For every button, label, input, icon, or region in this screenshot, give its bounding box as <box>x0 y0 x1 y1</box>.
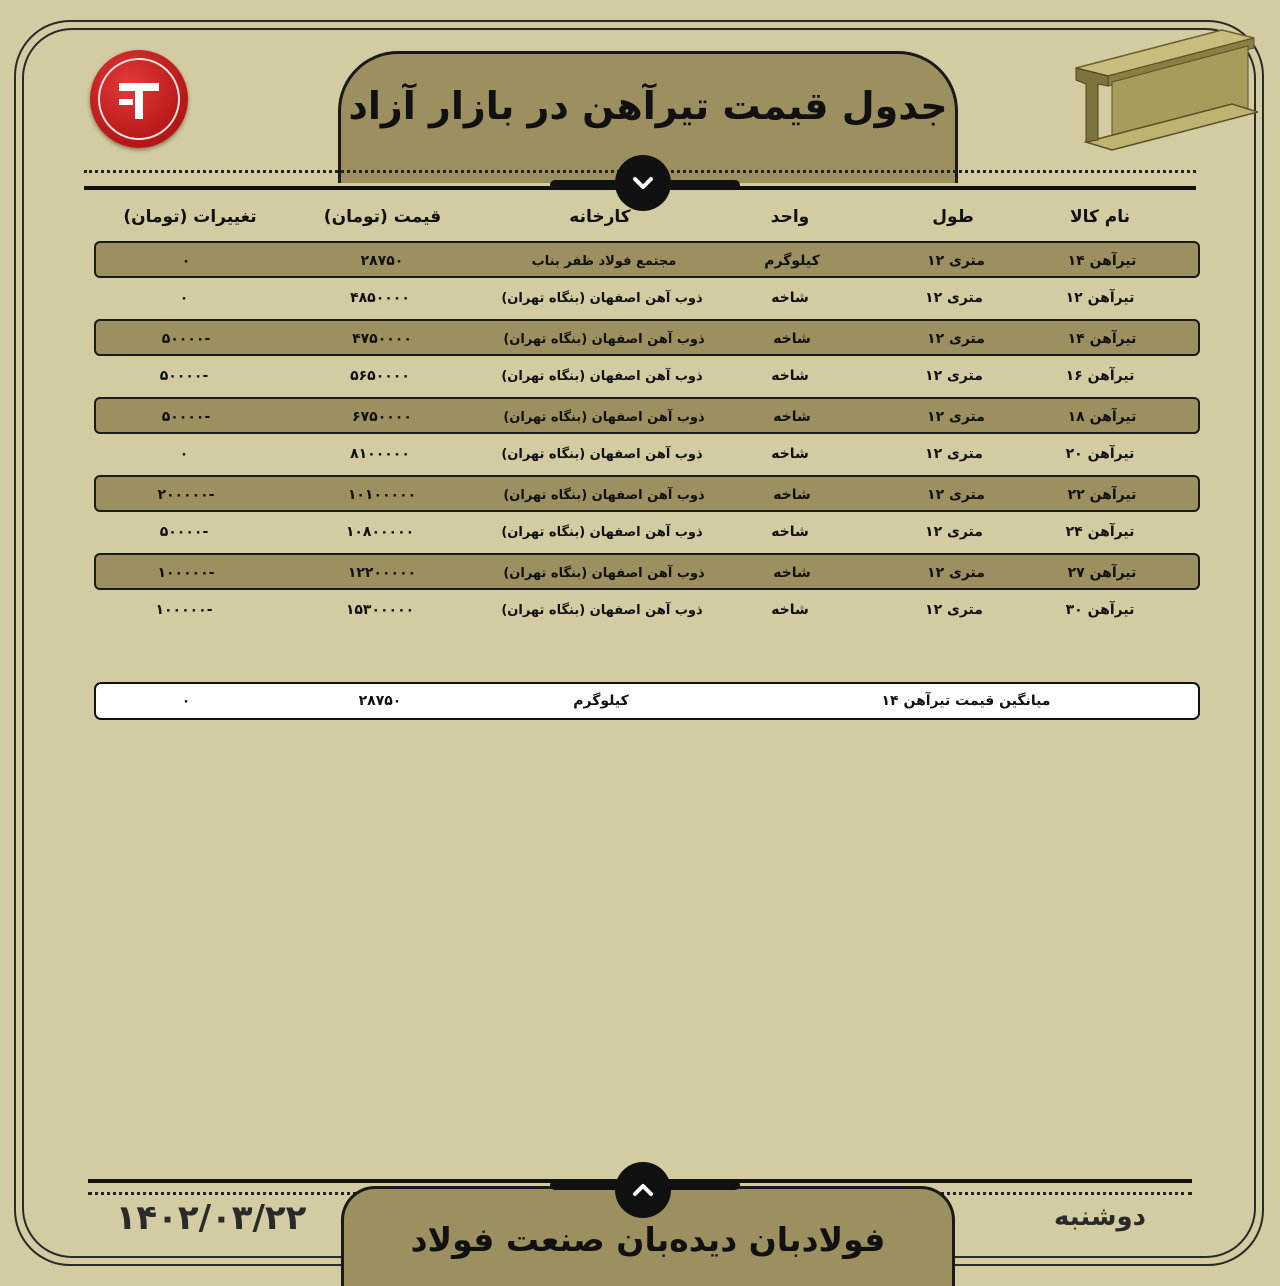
average-change: ۰ <box>181 693 191 709</box>
cell-length: متری ۱۲ <box>927 331 985 347</box>
cell-unit: شاخه <box>771 602 809 618</box>
cell-unit: شاخه <box>773 409 811 425</box>
cell-length: متری ۱۲ <box>927 409 985 425</box>
table-row <box>94 436 1200 473</box>
cell-unit: کیلوگرم <box>764 253 820 269</box>
cell-length: متری ۱۲ <box>925 524 983 540</box>
average-row <box>94 682 1200 720</box>
cell-change: ۰ <box>179 446 189 462</box>
header-length: طول <box>932 207 974 227</box>
cell-price: ۴۷۵۰۰۰۰ <box>352 331 412 347</box>
cell-factory: ذوب آهن اصفهان (بنگاه تهران) <box>503 410 705 425</box>
cell-length: متری ۱۲ <box>927 565 985 581</box>
cell-name: تیرآهن ۲۴ <box>1065 524 1135 540</box>
table-row <box>94 280 1200 317</box>
cell-change: -۵۰۰۰۰ <box>161 409 211 425</box>
page-title: جدول قیمت تیرآهن در بازار آزاد <box>348 84 948 128</box>
cell-factory: ذوب آهن اصفهان (بنگاه تهران) <box>501 369 703 384</box>
cell-change: -۵۰۰۰۰ <box>161 331 211 347</box>
cell-unit: شاخه <box>773 331 811 347</box>
cell-change: -۱۰۰۰۰۰ <box>157 565 215 581</box>
cell-change: -۲۰۰۰۰۰ <box>157 487 215 503</box>
cell-change: -۵۰۰۰۰ <box>159 368 209 384</box>
cell-name: تیرآهن ۱۴ <box>1067 331 1137 347</box>
cell-unit: شاخه <box>771 446 809 462</box>
cell-price: ۸۱۰۰۰۰۰ <box>350 446 410 462</box>
cell-factory: ذوب آهن اصفهان (بنگاه تهران) <box>501 525 703 540</box>
table-row <box>94 475 1200 512</box>
table-row <box>94 592 1200 629</box>
cell-change: ۰ <box>181 253 191 269</box>
average-price: ۲۸۷۵۰ <box>358 693 402 709</box>
cell-name: تیرآهن ۲۲ <box>1067 487 1137 503</box>
cell-length: متری ۱۲ <box>927 253 985 269</box>
cell-factory: ذوب آهن اصفهان (بنگاه تهران) <box>503 488 705 503</box>
cell-name: تیرآهن ۲۷ <box>1067 565 1137 581</box>
cell-length: متری ۱۲ <box>925 602 983 618</box>
cell-factory: ذوب آهن اصفهان (بنگاه تهران) <box>501 291 703 306</box>
cell-factory: ذوب آهن اصفهان (بنگاه تهران) <box>503 332 705 347</box>
header-factory: کارخانه <box>569 207 631 227</box>
cell-price: ۱۰۱۰۰۰۰۰ <box>347 487 417 503</box>
cell-price: ۶۷۵۰۰۰۰ <box>352 409 412 425</box>
cell-change: -۱۰۰۰۰۰ <box>155 602 213 618</box>
brand-logo-icon <box>90 50 188 148</box>
cell-length: متری ۱۲ <box>925 446 983 462</box>
cell-name: تیرآهن ۱۲ <box>1065 290 1135 306</box>
cell-unit: شاخه <box>773 565 811 581</box>
cell-price: ۴۸۵۰۰۰۰ <box>350 290 410 306</box>
steel-beam-icon <box>1072 28 1258 158</box>
table-row <box>94 241 1200 278</box>
table-row <box>94 397 1200 434</box>
table-row <box>94 514 1200 551</box>
cell-factory: ذوب آهن اصفهان (بنگاه تهران) <box>503 566 705 581</box>
header-name: نام کالا <box>1069 207 1131 227</box>
header-change: تغییرات (تومان) <box>123 207 257 227</box>
cell-name: تیرآهن ۲۰ <box>1065 446 1135 462</box>
cell-length: متری ۱۲ <box>925 290 983 306</box>
chevron-down-icon <box>615 155 671 211</box>
footer-date: ۱۴۰۲/۰۳/۲۲ <box>115 1198 307 1238</box>
cell-name: تیرآهن ۱۸ <box>1067 409 1137 425</box>
chevron-up-icon <box>615 1162 671 1218</box>
average-unit: کیلوگرم <box>573 693 629 709</box>
cell-name: تیرآهن ۱۶ <box>1065 368 1135 384</box>
table-row <box>94 358 1200 395</box>
cell-price: ۲۸۷۵۰ <box>360 253 404 269</box>
cell-name: تیرآهن ۳۰ <box>1065 602 1135 618</box>
cell-factory: ذوب آهن اصفهان (بنگاه تهران) <box>501 447 703 462</box>
header-unit: واحد <box>770 207 810 227</box>
cell-unit: شاخه <box>771 524 809 540</box>
cell-change: ۰ <box>179 290 189 306</box>
cell-price: ۱۰۸۰۰۰۰۰ <box>345 524 415 540</box>
cell-unit: شاخه <box>773 487 811 503</box>
cell-unit: شاخه <box>771 290 809 306</box>
cell-price: ۱۵۳۰۰۰۰۰ <box>345 602 415 618</box>
cell-change: -۵۰۰۰۰ <box>159 524 209 540</box>
table-row <box>94 319 1200 356</box>
cell-price: ۵۶۵۰۰۰۰ <box>350 368 410 384</box>
average-label: میانگین قیمت تیرآهن ۱۴ <box>881 693 1051 709</box>
cell-factory: مجتمع فولاد ظفر بناب <box>531 254 677 269</box>
cell-factory: ذوب آهن اصفهان (بنگاه تهران) <box>501 603 703 618</box>
cell-price: ۱۲۲۰۰۰۰۰ <box>347 565 417 581</box>
cell-length: متری ۱۲ <box>925 368 983 384</box>
table-row <box>94 553 1200 590</box>
cell-name: تیرآهن ۱۴ <box>1067 253 1137 269</box>
footer-brand: فولادبان دیده‌بان صنعت فولاد <box>410 1220 886 1259</box>
footer-day: دوشنبه <box>1053 1202 1147 1232</box>
cell-length: متری ۱۲ <box>927 487 985 503</box>
cell-unit: شاخه <box>771 368 809 384</box>
header-price: قیمت (تومان) <box>323 207 442 227</box>
